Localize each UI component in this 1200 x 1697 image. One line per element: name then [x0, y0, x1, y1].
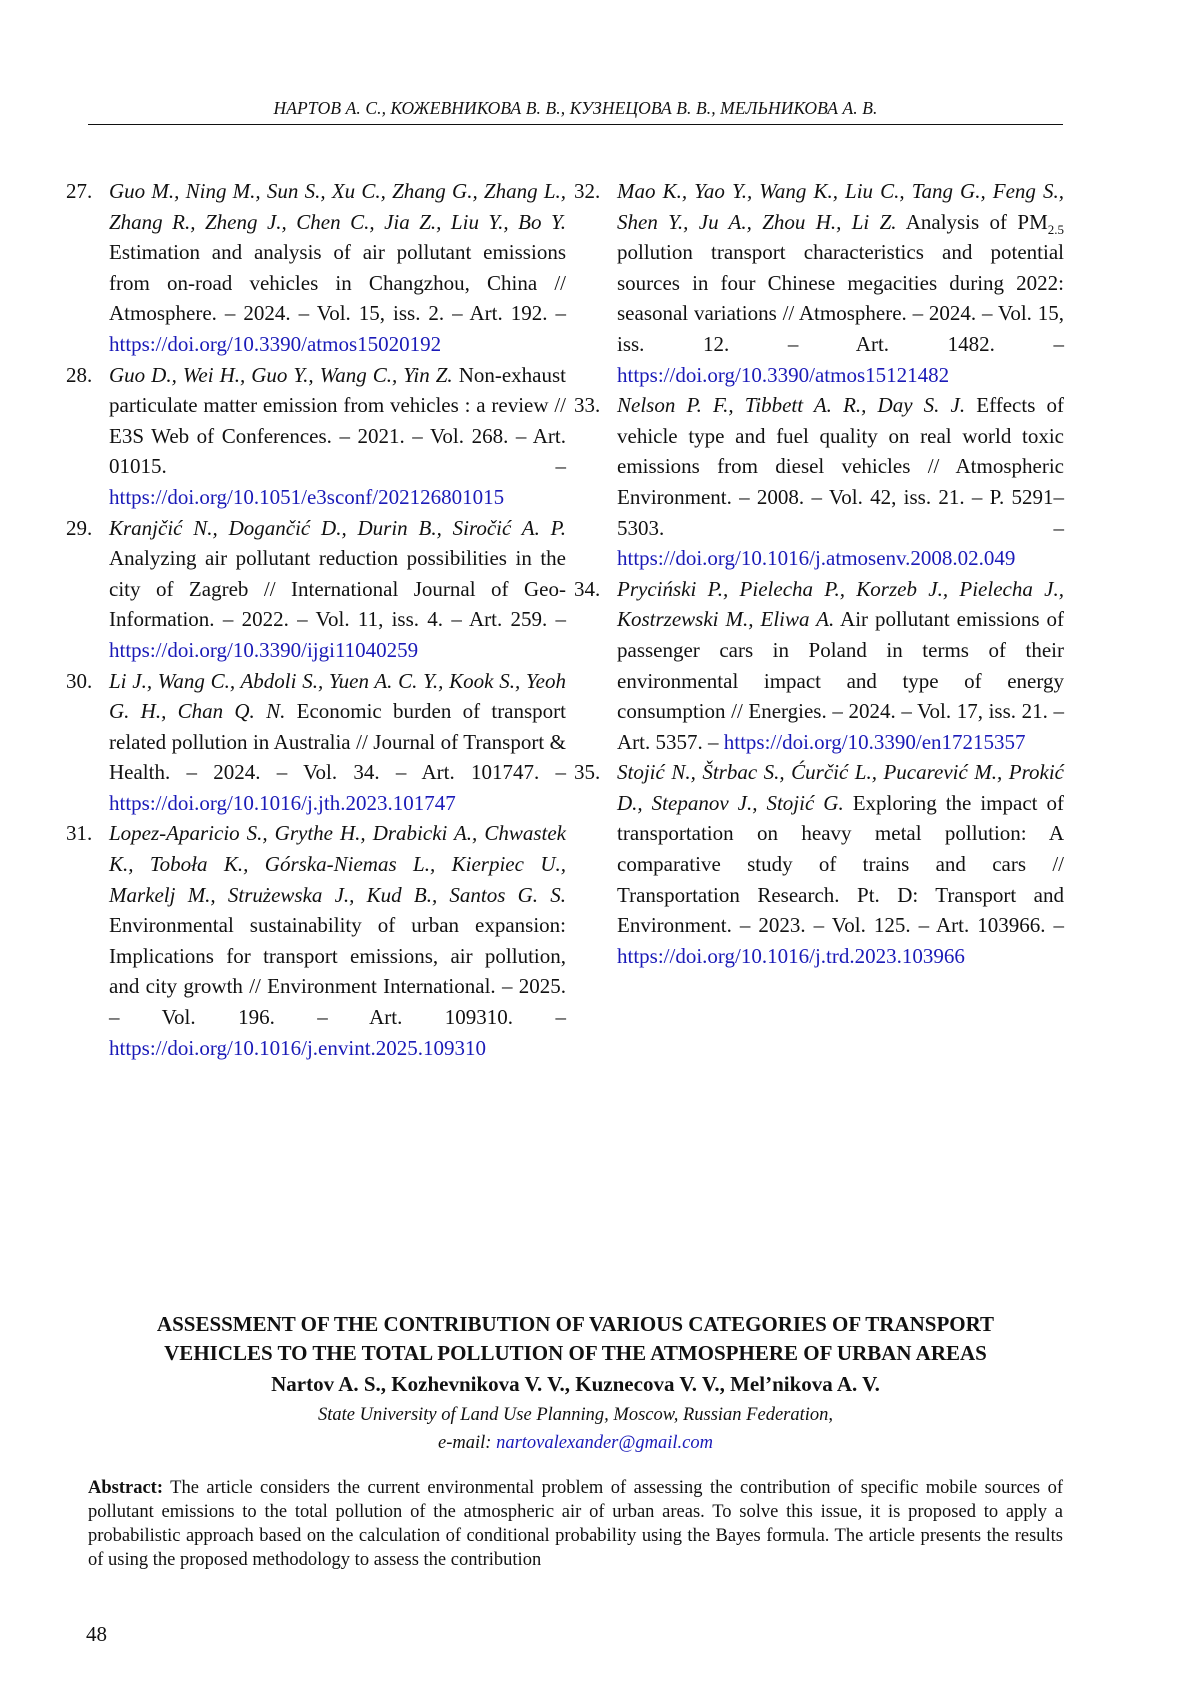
reference-body — [617, 757, 1064, 971]
reference-text: Effects of vehicle type and fuel quality on real world toxic emissions from diesel vehicles // Atmospheric Environment. – 2008. – Vol. 42, iss. 21. – P. 5291–5303. – — [617, 393, 1064, 540]
abstract-label: Abstract: — [88, 1478, 164, 1498]
reference-33 — [574, 390, 1064, 574]
reference-body — [617, 390, 1064, 574]
reference-number: 34. — [574, 576, 601, 601]
reference-text: Non-exhaust particulate matter emission from vehicles : a review // E3S Web of Conferences. – 2021. – Vol. 268. – Art. 01015. – — [109, 362, 567, 479]
reference-authors: Mao K., Yao Y., Wang K., Liu C., Tang G., Feng S., Shen Y., Ju A., Zhou H., Li Z. — [617, 179, 1064, 234]
reference-number: 28. — [66, 362, 93, 387]
doi-link[interactable]: https://doi.org/10.1051/e3sconf/202126801015 — [109, 484, 505, 509]
abstract — [88, 1476, 1063, 1572]
reference-text: pollution transport characteristics and potential sources in four Chinese megacities during 2022: seasonal variations // Atmosphere. – 2024. – Vol. 15, iss. 12. – Art. 1482. – — [617, 240, 1064, 356]
reference-text: Air pollutant emissions of passenger cars in Poland in terms of their environmental impact and type of energy consumption // Energies. – 2024. – Vol. 17, iss. 21. – Art. 5357. – — [617, 607, 1065, 754]
reference-35 — [574, 757, 1064, 971]
affiliation: State University of Land Use Planning, Moscow, Russian Federation, — [317, 1405, 834, 1425]
title-line-1: ASSESSMENT OF THE CONTRIBUTION OF VARIOUS CATEGORIES OF TRANSPORT — [156, 1312, 995, 1336]
reference-number: 33. — [574, 393, 601, 418]
reference-body — [617, 176, 1064, 390]
reference-number: 35. — [574, 760, 601, 785]
page-number: 48 — [86, 1622, 107, 1646]
reference-body — [109, 513, 566, 666]
reference-text: Analyzing air pollutant reduction possibilities in the city of Zagreb // International Journal of Geo-Information. – 2022. – Vol. 11, iss. 4. – Art. 259. – — [109, 546, 566, 632]
doi-link[interactable]: https://doi.org/10.1016/j.envint.2025.109310 — [109, 1035, 487, 1060]
reference-body — [617, 574, 1064, 758]
doi-link[interactable]: https://doi.org/10.1016/j.atmosenv.2008.02.049 — [617, 546, 1016, 571]
authors-en: Nartov A. S., Kozhevnikova V. V., Kuznecova V. V., Mel’nikova A. V. — [271, 1372, 880, 1396]
reference-32 — [574, 176, 1064, 390]
doi-link[interactable]: https://doi.org/10.3390/atmos15121482 — [617, 362, 950, 387]
reference-28 — [66, 360, 566, 513]
reference-29 — [66, 513, 566, 666]
reference-number: 31. — [66, 821, 93, 846]
reference-text: Environmental sustainability of urban expansion: Implications for transport emissions, air pollution, and city growth // Environment International. – 2025. – Vol. 196. – Art. 109310. – — [109, 913, 566, 1030]
reference-text: Economic burden of transport related pollution in Australia // Journal of Transport & Health. – 2024. – Vol. 34. – Art. 101747. – — [109, 699, 567, 785]
reference-authors: Nelson P. F., Tibbett A. R., Day S. J. — [617, 393, 966, 418]
reference-authors: Li J., Wang C., Abdoli S., Yuen A. C. Y., Kook S., Yeoh G. H., Chan Q. N. — [109, 668, 566, 724]
subscript: 2.5 — [1047, 221, 1064, 237]
references-right-column — [574, 176, 1064, 971]
reference-31 — [66, 818, 566, 1063]
reference-number: 30. — [66, 668, 93, 693]
reference-body — [109, 818, 566, 1063]
reference-number: 29. — [66, 515, 93, 540]
doi-link[interactable]: https://doi.org/10.1016/j.trd.2023.103966 — [617, 943, 965, 968]
reference-30 — [66, 666, 566, 819]
reference-body — [109, 666, 566, 819]
abstract-text: The article considers the current environmental problem of assessing the contribution of specific mobile sources of pollutant emissions to the total pollution of the atmospheric air of urban areas. To solve this issue, it is proposed to apply a probabilistic approach based on the calculation of conditional probability using the Bayes formula. The article presents the results of using the proposed methodology to assess the contribution — [88, 1478, 1063, 1570]
doi-link[interactable]: https://doi.org/10.3390/atmos15020192 — [109, 331, 442, 356]
doi-link[interactable]: https://doi.org/10.3390/ijgi11040259 — [109, 637, 419, 662]
reference-text: Estimation and analysis of air pollutant emissions from on-road vehicles in Changzhou, China // Atmosphere. – 2024. – Vol. 15, iss. 2. – Art. 192. – — [109, 240, 566, 326]
article-title-en — [88, 1310, 1063, 1368]
reference-27 — [66, 176, 566, 360]
reference-text: Analysis of PM — [896, 209, 1048, 234]
reference-authors: Guo D., Wei H., Guo Y., Wang C., Yin Z. — [109, 362, 453, 387]
running-head: НАРТОВ А. С., КОЖЕВНИКОВА В. В., КУЗНЕЦОВА В. В., МЕЛЬНИКОВА А. В. — [273, 98, 878, 118]
email-line — [88, 1430, 1063, 1456]
reference-body — [109, 360, 566, 513]
reference-authors: Stojić N., Štrbac S., Ćurčić L., Pucarević M., Prokić D., Stepanov J., Stojić G. — [617, 760, 1064, 815]
reference-authors: Guo M., Ning M., Sun S., Xu C., Zhang G., Zhang L., Zhang R., Zheng J., Chen C., Jia Z., Liu Y., Bo Y. — [109, 179, 566, 234]
doi-link[interactable]: https://doi.org/10.3390/en17215357 — [723, 729, 1026, 754]
reference-number: 27. — [66, 179, 93, 203]
reference-authors: Pryciński P., Pielecha P., Korzeb J., Pielecha J., Kostrzewski M., Eliwa A. — [617, 576, 1064, 632]
reference-body — [109, 176, 566, 360]
email-label: e-mail: — [438, 1433, 497, 1453]
reference-authors: Kranjčić N., Dogančić D., Durin B., Siročić A. P. — [109, 515, 566, 540]
reference-number: 32. — [574, 179, 601, 203]
doi-link[interactable]: https://doi.org/10.1016/j.jth.2023.101747 — [109, 790, 456, 815]
header-rule — [88, 124, 1063, 125]
references-left-column — [66, 176, 566, 1063]
reference-34 — [574, 574, 1064, 758]
reference-authors: Lopez-Aparicio S., Grythe H., Drabicki A., Chwastek K., Toboła K., Górska-Niemas L., Kierpiec U., Markelj M., Strużewska J., Kud B., Santos G. S. — [109, 821, 566, 907]
email-link[interactable]: nartovalexander@gmail.com — [496, 1433, 713, 1453]
title-line-2: VEHICLES TO THE TOTAL POLLUTION OF THE ATMOSPHERE OF URBAN AREAS — [164, 1341, 987, 1365]
reference-text: Exploring the impact of transportation on heavy metal pollution: A comparative study of trains and cars // Transportation Research. Pt. D: Transport and Environment. – 2023. – Vol. 125. – Art. 103966. – — [617, 790, 1064, 938]
